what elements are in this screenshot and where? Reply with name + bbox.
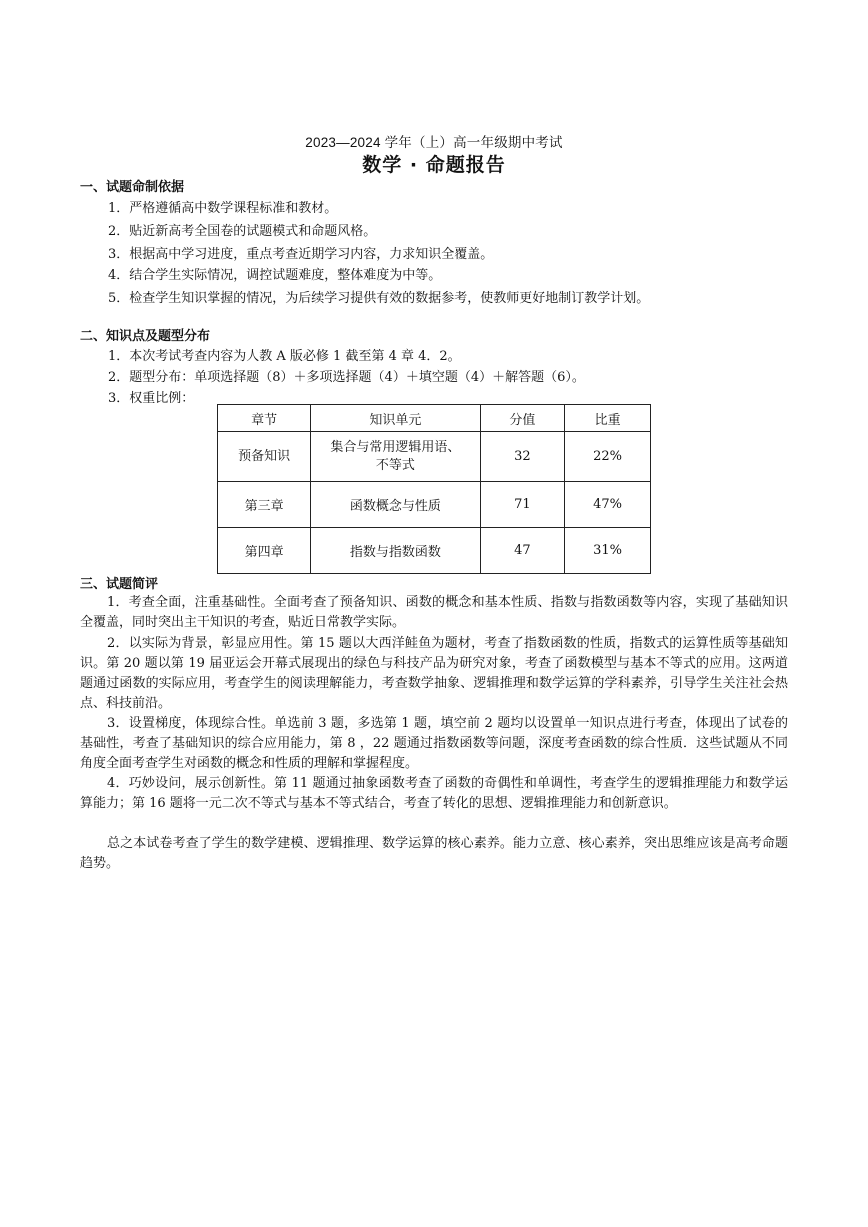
review-summary: 总之本试卷考查了学生的数学建模、逻辑推理、数学运算的核心素养。能力立意、核心素养，突出思维应该是高考命题趋势。	[80, 836, 788, 871]
table-header-cell: 知识单元	[311, 405, 480, 432]
table-header-cell: 分值	[480, 405, 565, 432]
basis-item-2: 2．贴近新高考全国卷的试题模式和命题风格。	[108, 224, 377, 239]
table-cell: 第三章	[218, 482, 311, 528]
table-cell: 47	[480, 528, 565, 574]
table-header-cell: 章节	[218, 405, 311, 432]
section-heading-basis: 一、试题命制依据	[80, 180, 185, 195]
table-cell: 函数概念与性质	[311, 482, 480, 528]
review-paragraph-1: 1．考查全面，注重基础性。全面考查了预备知识、函数的概念和基本性质、指数与指数函数等内容，实现了基础知识全覆盖，同时突出主干知识的考查，贴近日常教学实际。	[80, 595, 788, 630]
basis-item-4: 4．结合学生实际情况，调控试题难度，整体难度为中等。	[108, 268, 442, 283]
distribution-item-2: 2．题型分布：单项选择题（8）＋多项选择题（4）＋填空题（4）＋解答题（6）。	[108, 370, 585, 385]
distribution-item-1: 1．本次考试考查内容为人教 A 版必修 1 截至第 4 章 4．2。	[108, 349, 461, 364]
table-cell: 预备知识	[218, 432, 311, 482]
table-row	[218, 528, 651, 574]
review-paragraph-4: 4．巧妙设问，展示创新性。第 11 题通过抽象函数考查了函数的奇偶性和单调性，考查学生的逻辑推理能力和数学运算能力；第 16 题将一元二次不等式与基本不等式结合，考查了转化的思想、逻辑推理能力和创新意识。	[80, 776, 788, 811]
table-cell: 31%	[565, 528, 651, 574]
review-paragraph-2: 2．以实际为背景，彰显应用性。第 15 题以大西洋鲑鱼为题材，考查了指数函数的性质，指数式的运算性质等基础知识。第 20 题以第 19 届亚运会开幕式展现出的绿色与科技产品为研究对象，考查了函数模型与基本不等式的应用。这两道题通过函数的实际应用，考查学生的阅读理解能力，考查数学抽象、逻辑推理和数学运算的学科素养，引导学生关注社会热点、科技前沿。	[80, 636, 788, 711]
table-header-row	[218, 405, 651, 432]
report-title: 数学 · 命题报告	[362, 154, 506, 176]
basis-item-5: 5．检查学生知识掌握的情况，为后续学习提供有效的数据参考，使教师更好地制订教学计划。	[108, 291, 650, 306]
section-heading-distribution: 二、知识点及题型分布	[80, 329, 211, 344]
table-cell: 32	[480, 432, 565, 482]
table-cell: 第四章	[218, 528, 311, 574]
basis-item-1: 1．严格遵循高中数学课程标准和教材。	[108, 201, 338, 216]
table-cell: 22%	[565, 432, 651, 482]
basis-item-3: 3．根据高中学习进度，重点考查近期学习内容，力求知识全覆盖。	[108, 247, 494, 262]
table-row	[218, 432, 651, 482]
table-header-cell: 比重	[565, 405, 651, 432]
exam-title: 2023—2024 学年（上）高一年级期中考试	[305, 135, 563, 150]
weight-table	[217, 404, 651, 574]
table-cell: 指数与指数函数	[311, 528, 480, 574]
table-cell: 集合与常用逻辑用语、 不等式	[311, 432, 480, 482]
review-paragraph-3: 3．设置梯度，体现综合性。单选前 3 题，多选第 1 题，填空前 2 题均以设置单一知识点进行考查，体现出了试卷的基础性，考查了基础知识的综合应用能力，第 8 ，22 题通过指数函数等问题，深度考查函数的综合性质．这些试题从不同角度全面考查学生对函数的概念和性质的理解和掌握程度。	[80, 716, 788, 771]
section-heading-review: 三、试题简评	[80, 577, 159, 592]
table-row	[218, 482, 651, 528]
distribution-item-3: 3．权重比例：	[108, 391, 195, 406]
table-cell: 47%	[565, 482, 651, 528]
table-cell: 71	[480, 482, 565, 528]
